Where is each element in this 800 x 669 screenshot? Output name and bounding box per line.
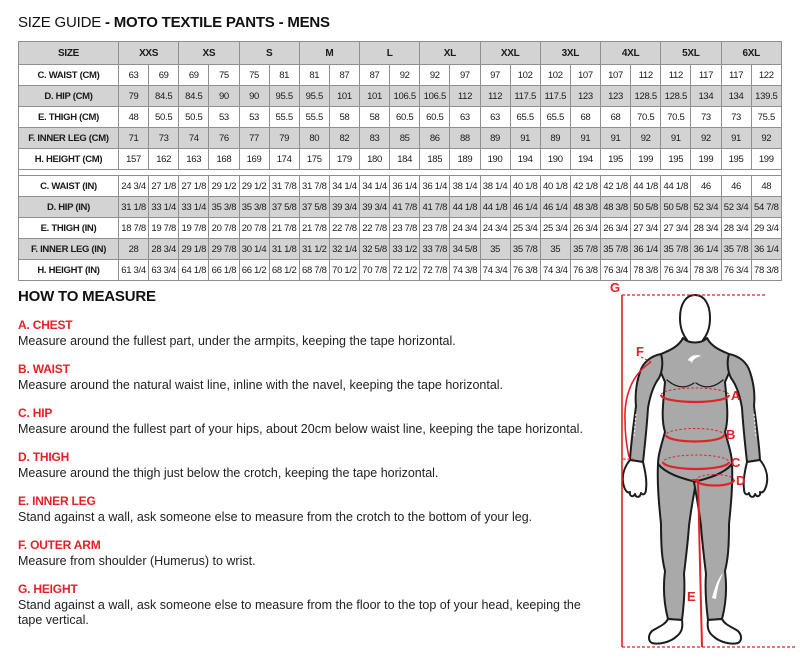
table-cell: 106.5 [420,86,450,107]
table-cell: 190 [480,149,510,170]
table-cell: 97 [480,65,510,86]
table-cell: 80 [299,128,329,149]
table-cell: 26 3/4 [570,218,600,239]
table-cell: 35 7/8 [570,239,600,260]
figure-label-g: G [610,280,621,295]
table-cell: 76 3/4 [661,260,691,281]
table-cell: 24 3/4 [480,218,510,239]
table-cell: 36 1/4 [691,239,721,260]
table-cell: 40 1/8 [540,176,570,197]
table-cell: 75 [209,65,239,86]
table-cell: 31 7/8 [299,176,329,197]
table-cell: 101 [360,86,390,107]
table-cell: 189 [450,149,480,170]
table-cell: 50.5 [149,107,179,128]
table-cell: 87 [360,65,390,86]
table-cell: 95.5 [299,86,329,107]
table-cell: 72 1/2 [390,260,420,281]
measure-item-text: Stand against a wall, ask someone else to measure from the crotch to the bottom of your leg. [18,510,533,524]
row-label: D. HIP (IN) [19,197,119,218]
table-cell: 27 1/8 [149,176,179,197]
size-header-3xl: 3XL [540,42,600,65]
table-cell: 41 7/8 [420,197,450,218]
page-title-regular: SIZE GUIDE [18,14,102,31]
table-cell: 86 [420,128,450,149]
table-cell: 35 3/8 [209,197,239,218]
row-label: D. HIP (CM) [19,86,119,107]
table-cell: 20 7/8 [209,218,239,239]
how-to-measure-heading: HOW TO MEASURE [18,288,156,305]
table-cell: 68 [570,107,600,128]
table-cell: 73 [691,107,721,128]
table-cell: 35 [480,239,510,260]
row-label: C. WAIST (CM) [19,65,119,86]
measure-item-label: C. HIP [18,406,53,420]
table-cell: 23 7/8 [390,218,420,239]
measure-item-waist [18,362,596,393]
size-chart-table [18,41,782,281]
table-cell: 58 [329,107,359,128]
table-cell: 74 3/8 [450,260,480,281]
measure-item-label: B. WAIST [18,362,70,376]
measure-item-inner-leg [18,494,596,525]
table-cell: 179 [329,149,359,170]
table-cell: 74 [179,128,209,149]
measure-item-height [18,582,596,628]
table-cell: 84.5 [179,86,209,107]
table-cell: 34 1/4 [329,176,359,197]
table-cell: 163 [179,149,209,170]
table-row [19,218,782,239]
table-cell: 32 5/8 [360,239,390,260]
table-row [19,239,782,260]
table-cell: 41 7/8 [390,197,420,218]
size-header-xl: XL [420,42,480,65]
table-row [19,86,782,107]
page-title-bold: - MOTO TEXTILE PANTS - MENS [104,14,330,31]
table-cell: 35 7/8 [721,239,751,260]
table-cell: 123 [601,86,631,107]
table-cell: 63 3/4 [149,260,179,281]
table-cell: 139.5 [751,86,781,107]
table-cell: 70.5 [661,107,691,128]
table-cell: 28 3/4 [691,218,721,239]
table-cell: 28 3/4 [721,218,751,239]
table-cell: 64 1/8 [179,260,209,281]
table-cell: 31 1/2 [299,239,329,260]
table-cell: 26 3/4 [601,218,631,239]
table-cell: 168 [209,149,239,170]
table-cell: 128.5 [631,86,661,107]
table-cell: 74 3/4 [540,260,570,281]
table-cell: 27 1/8 [179,176,209,197]
table-cell: 19 7/8 [179,218,209,239]
table-cell: 112 [631,65,661,86]
row-label: H. HEIGHT (CM) [19,149,119,170]
table-cell: 83 [360,128,390,149]
table-cell: 54 7/8 [751,197,781,218]
table-cell: 102 [510,65,540,86]
table-cell: 78 3/8 [631,260,661,281]
table-cell: 194 [570,149,600,170]
table-cell: 44 1/8 [480,197,510,218]
table-cell: 28 3/4 [149,239,179,260]
table-cell: 199 [631,149,661,170]
table-cell: 77 [239,128,269,149]
measure-item-label: E. INNER LEG [18,494,96,508]
table-cell: 117.5 [540,86,570,107]
table-cell: 199 [691,149,721,170]
table-cell: 63 [480,107,510,128]
table-cell: 48 3/8 [570,197,600,218]
size-header-5xl: 5XL [661,42,721,65]
table-cell: 81 [299,65,329,86]
table-cell: 101 [329,86,359,107]
table-row [19,197,782,218]
size-header-l: L [360,42,420,65]
table-cell: 35 7/8 [661,239,691,260]
size-header-4xl: 4XL [601,42,661,65]
figure-label-d: D [736,473,746,488]
table-cell: 91 [510,128,540,149]
table-cell: 60.5 [390,107,420,128]
table-cell: 50 5/8 [631,197,661,218]
table-cell: 112 [450,86,480,107]
table-cell: 72 7/8 [420,260,450,281]
table-cell: 92 [751,128,781,149]
table-cell: 195 [721,149,751,170]
table-row [19,176,782,197]
table-cell: 88 [450,128,480,149]
table-cell: 69 [149,65,179,86]
table-cell: 162 [149,149,179,170]
table-cell: 58 [360,107,390,128]
table-cell: 27 3/4 [631,218,661,239]
row-label: E. THIGH (IN) [19,218,119,239]
table-cell: 61 3/4 [119,260,149,281]
table-cell: 44 1/8 [661,176,691,197]
table-cell: 91 [601,128,631,149]
table-cell: 117 [691,65,721,86]
table-cell: 90 [209,86,239,107]
table-cell: 36 1/4 [631,239,661,260]
table-cell: 92 [390,65,420,86]
table-cell: 90 [239,86,269,107]
table-cell: 175 [299,149,329,170]
figure-label-c: C [731,455,741,470]
table-cell: 32 1/4 [329,239,359,260]
table-cell: 194 [510,149,540,170]
table-cell: 28 [119,239,149,260]
table-cell: 46 [691,176,721,197]
right-arm [728,354,760,462]
table-row [19,128,782,149]
measure-item-text: Measure around the natural waist line, inline with the navel, keeping the tape horizontal. [18,378,504,392]
table-row [19,65,782,86]
table-cell: 112 [661,65,691,86]
table-cell: 91 [721,128,751,149]
table-cell: 63 [119,65,149,86]
table-cell: 31 1/8 [269,239,299,260]
measure-item-text: Stand against a wall, ask someone else to measure from the floor to the top of your head, keeping the tape vertical. [18,598,581,627]
row-label: H. HEIGHT (IN) [19,260,119,281]
table-cell: 33 1/2 [390,239,420,260]
table-cell: 66 1/8 [209,260,239,281]
table-cell: 102 [540,65,570,86]
table-cell: 23 7/8 [420,218,450,239]
table-cell: 76 3/8 [510,260,540,281]
table-cell: 68 7/8 [299,260,329,281]
table-cell: 53 [209,107,239,128]
table-row [19,107,782,128]
table-cell: 19 7/8 [149,218,179,239]
table-cell: 107 [570,65,600,86]
table-cell: 53 [239,107,269,128]
table-cell: 195 [661,149,691,170]
table-cell: 123 [570,86,600,107]
body-measurement-diagram [605,278,800,669]
table-cell: 48 [119,107,149,128]
table-cell: 33 7/8 [420,239,450,260]
table-cell: 185 [420,149,450,170]
table-cell: 21 7/8 [269,218,299,239]
table-cell: 134 [721,86,751,107]
table-cell: 52 3/4 [691,197,721,218]
table-cell: 180 [360,149,390,170]
table-cell: 48 [751,176,781,197]
table-cell: 18 7/8 [119,218,149,239]
size-column-header: SIZE [19,42,119,65]
table-cell: 76 3/4 [721,260,751,281]
size-header-m: M [299,42,359,65]
table-cell: 25 3/4 [540,218,570,239]
table-cell: 92 [420,65,450,86]
table-cell: 29 1/8 [179,239,209,260]
table-row [19,149,782,170]
table-cell: 68 [601,107,631,128]
table-cell: 24 3/4 [450,218,480,239]
table-cell: 95.5 [269,86,299,107]
table-cell: 70 7/8 [360,260,390,281]
table-cell: 122 [751,65,781,86]
table-cell: 50 5/8 [661,197,691,218]
table-cell: 106.5 [390,86,420,107]
table-cell: 112 [480,86,510,107]
table-cell: 48 3/8 [601,197,631,218]
size-header-xxs: XXS [119,42,179,65]
table-cell: 24 3/4 [119,176,149,197]
row-label: F. INNER LEG (IN) [19,239,119,260]
table-cell: 52 3/4 [721,197,751,218]
table-cell: 65.5 [540,107,570,128]
table-cell: 70 1/2 [329,260,359,281]
table-cell: 46 1/4 [540,197,570,218]
table-cell: 38 1/4 [480,176,510,197]
measure-item-label: D. THIGH [18,450,70,464]
table-cell: 39 3/4 [329,197,359,218]
measure-item-chest [18,318,596,349]
how-to-measure-section [18,288,596,641]
page-title [18,14,782,31]
table-cell: 87 [329,65,359,86]
table-cell: 89 [480,128,510,149]
table-cell: 74 3/4 [480,260,510,281]
table-cell: 79 [269,128,299,149]
table-cell: 55.5 [299,107,329,128]
table-cell: 117.5 [510,86,540,107]
table-cell: 29 1/2 [209,176,239,197]
table-cell: 31 1/8 [119,197,149,218]
table-cell: 39 3/4 [360,197,390,218]
right-hand [744,460,768,497]
table-cell: 36 1/4 [420,176,450,197]
table-cell: 44 1/8 [450,197,480,218]
table-cell: 50.5 [179,107,209,128]
table-cell: 21 7/8 [299,218,329,239]
table-cell: 81 [269,65,299,86]
table-cell: 29 7/8 [209,239,239,260]
table-cell: 36 1/4 [751,239,781,260]
table-cell: 76 3/8 [570,260,600,281]
table-cell: 35 [540,239,570,260]
table-cell: 36 1/4 [390,176,420,197]
row-label: E. THIGH (CM) [19,107,119,128]
table-cell: 157 [119,149,149,170]
table-cell: 29 1/2 [239,176,269,197]
table-cell: 25 3/4 [510,218,540,239]
table-cell: 190 [540,149,570,170]
left-foot [649,619,682,644]
table-cell: 22 7/8 [360,218,390,239]
measure-item-text: Measure around the fullest part, under the armpits, keeping the tape horizontal. [18,334,456,348]
measure-item-text: Measure from shoulder (Humerus) to wrist. [18,554,256,568]
measure-item-text: Measure around the fullest part of your hips, about 20cm below waist line, keeping the tape horizontal. [18,422,583,436]
table-cell: 38 1/4 [450,176,480,197]
left-arm [630,354,662,462]
table-cell: 60.5 [420,107,450,128]
table-cell: 63 [450,107,480,128]
table-cell: 35 3/8 [239,197,269,218]
table-cell: 78 3/8 [691,260,721,281]
table-cell: 40 1/8 [510,176,540,197]
table-cell: 169 [239,149,269,170]
row-label: F. INNER LEG (CM) [19,128,119,149]
table-cell: 78 3/8 [751,260,781,281]
measure-item-label: G. HEIGHT [18,582,78,596]
table-cell: 46 1/4 [510,197,540,218]
measure-item-outer-arm [18,538,596,569]
size-table-header-row [19,42,782,65]
table-cell: 92 [691,128,721,149]
table-cell: 184 [390,149,420,170]
table-cell: 76 3/4 [601,260,631,281]
table-cell: 84.5 [149,86,179,107]
table-cell: 199 [751,149,781,170]
table-cell: 42 1/8 [570,176,600,197]
table-cell: 71 [119,128,149,149]
figure-label-e: E [687,589,696,604]
table-cell: 34 1/4 [360,176,390,197]
table-cell: 73 [721,107,751,128]
table-cell: 27 3/4 [661,218,691,239]
table-cell: 75.5 [751,107,781,128]
measure-item-thigh [18,450,596,481]
size-header-s: S [239,42,299,65]
table-cell: 85 [390,128,420,149]
measure-item-text: Measure around the thigh just below the crotch, keeping the tape horizontal. [18,466,439,480]
row-label: C. WAIST (IN) [19,176,119,197]
table-cell: 35 7/8 [510,239,540,260]
table-cell: 89 [540,128,570,149]
table-cell: 75 [239,65,269,86]
figure-label-f: F [636,344,644,359]
table-cell: 117 [721,65,751,86]
table-cell: 42 1/8 [601,176,631,197]
table-cell: 69 [179,65,209,86]
table-cell: 55.5 [269,107,299,128]
table-cell: 34 5/8 [450,239,480,260]
figure-label-a: A [731,388,741,403]
table-cell: 91 [570,128,600,149]
table-cell: 20 7/8 [239,218,269,239]
table-cell: 37 5/8 [299,197,329,218]
table-cell: 22 7/8 [329,218,359,239]
table-cell: 73 [149,128,179,149]
table-cell: 65.5 [510,107,540,128]
table-cell: 30 1/4 [239,239,269,260]
measure-item-label: A. CHEST [18,318,73,332]
table-cell: 31 7/8 [269,176,299,197]
table-cell: 76 [209,128,239,149]
table-cell: 70.5 [631,107,661,128]
table-cell: 66 1/2 [239,260,269,281]
size-header-xs: XS [179,42,239,65]
table-cell: 97 [450,65,480,86]
table-cell: 107 [601,65,631,86]
table-cell: 37 5/8 [269,197,299,218]
table-cell: 79 [119,86,149,107]
table-cell: 82 [329,128,359,149]
torso [658,338,732,482]
table-cell: 128.5 [661,86,691,107]
measure-item-label: F. OUTER ARM [18,538,101,552]
table-cell: 29 3/4 [751,218,781,239]
size-header-xxl: XXL [480,42,540,65]
table-cell: 134 [691,86,721,107]
measure-item-hip [18,406,596,437]
figure-label-b: B [726,427,736,442]
table-cell: 92 [631,128,661,149]
table-cell: 44 1/8 [631,176,661,197]
table-cell: 33 1/4 [149,197,179,218]
left-hand [623,460,647,497]
right-foot [708,619,741,644]
table-cell: 33 1/4 [179,197,209,218]
table-cell: 46 [721,176,751,197]
table-cell: 195 [601,149,631,170]
size-header-6xl: 6XL [721,42,782,65]
table-cell: 68 1/2 [269,260,299,281]
table-cell: 35 7/8 [601,239,631,260]
table-cell: 174 [269,149,299,170]
table-cell: 91 [661,128,691,149]
